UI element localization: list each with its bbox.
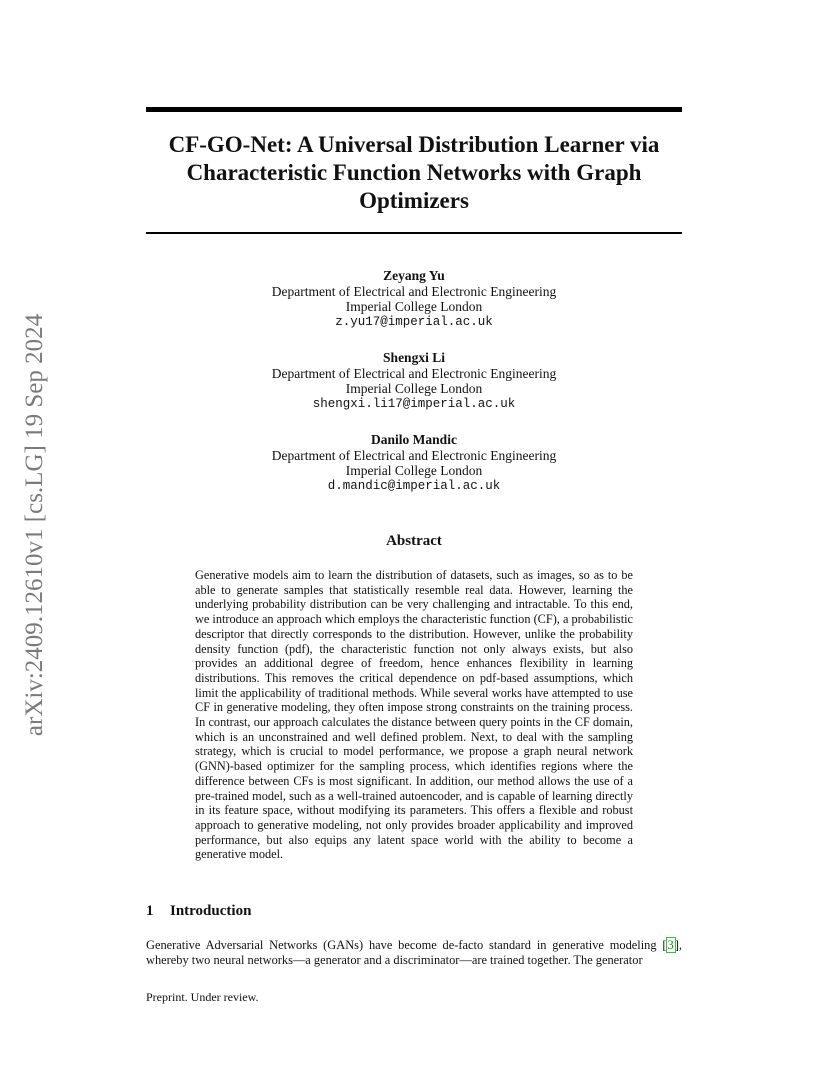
author-list (146, 268, 682, 514)
author-institution: Imperial College London (345, 381, 483, 396)
intro-text-start: Generative Adversarial Networks (GANs) have become de-facto standard in generative modeling (146, 938, 663, 952)
author-name: Danilo Mandic (371, 432, 457, 447)
author-block (146, 350, 682, 412)
title-bottom-rule (146, 232, 682, 234)
introduction-paragraph: Generative Adversarial Networks (GANs) have become de-facto standard in generative modeling [3], whereby two neural networks—a generator and a discriminator—are trained together. The generator (146, 938, 682, 967)
citation-link[interactable]: 3 (667, 938, 674, 952)
author-block (146, 268, 682, 330)
author-department: Department of Electrical and Electronic Engineering (271, 283, 557, 299)
title-line-1: CF-GO-Net: A Universal Distribution Learner via (168, 132, 660, 157)
author-department: Department of Electrical and Electronic Engineering (271, 365, 557, 381)
author-institution: Imperial College London (345, 299, 483, 314)
section-number: 1 (146, 903, 154, 919)
author-block (146, 432, 682, 494)
author-email[interactable]: shengxi.li17@imperial.ac.uk (312, 396, 516, 411)
section-heading (146, 903, 251, 920)
abstract-text: Generative models aim to learn the distribution of datasets, such as images, so as to be able to generate samples that statistically resemble real data. However, learning the underlying probability distribution can be very challenging and intractable. To this end, we introduce an approach which employs the characteristic function (CF), a probabilistic descriptor that directly corresponds to the distribution. However, unlike the probability density function (pdf), the characteristic function not only always exists, but also provides an additional degree of freedom, hence enhances flexibility in learning distributions. This removes the critical dependence on pdf-based assumptions, which limit the applicability of traditional methods. While several works have attempted to use CF in generative modeling, they often impose strong constraints on the training process. In contrast, our approach calculates the distance between query points in the CF domain, which is an unconstrained and well defined problem. Next, to deal with the sampling strategy, which is crucial to model performance, we propose a graph neural network (GNN)-based optimizer for the sampling process, which identifies regions where the difference between CFs is most significant. In addition, our method allows the use of a pre-trained model, such as a well-trained autoencoder, and is capable of learning directly in its feature space, without modifying its parameters. This offers a flexible and robust approach to generative modeling, not only provides broader applicability and improved performance, but also equips any latent space world with the ability to become a generative model. (195, 568, 633, 862)
arxiv-sidebar (12, 290, 58, 760)
arxiv-identifier: arXiv:2409.12610v1 [cs.LG] 19 Sep 2024 (21, 313, 48, 737)
author-email[interactable]: d.mandic@imperial.ac.uk (327, 478, 501, 493)
title-line-2: Characteristic Function Networks with Graph (186, 160, 642, 185)
intro-text-end: , whereby two neural networks—a generator and a discriminator—are trained together. The generator (146, 938, 682, 967)
author-email[interactable]: z.yu17@imperial.ac.uk (335, 314, 493, 329)
author-department: Department of Electrical and Electronic Engineering (271, 447, 557, 463)
title-line-3: Optimizers (359, 188, 469, 213)
author-name: Zeyang Yu (383, 268, 445, 283)
footer-note: Preprint. Under review. (146, 990, 259, 1004)
author-name: Shengxi Li (383, 350, 445, 365)
author-institution: Imperial College London (345, 463, 483, 478)
paper-title (146, 131, 682, 215)
title-top-rule (146, 107, 682, 112)
section-title: Introduction (170, 903, 252, 919)
abstract-heading: Abstract (386, 533, 442, 549)
